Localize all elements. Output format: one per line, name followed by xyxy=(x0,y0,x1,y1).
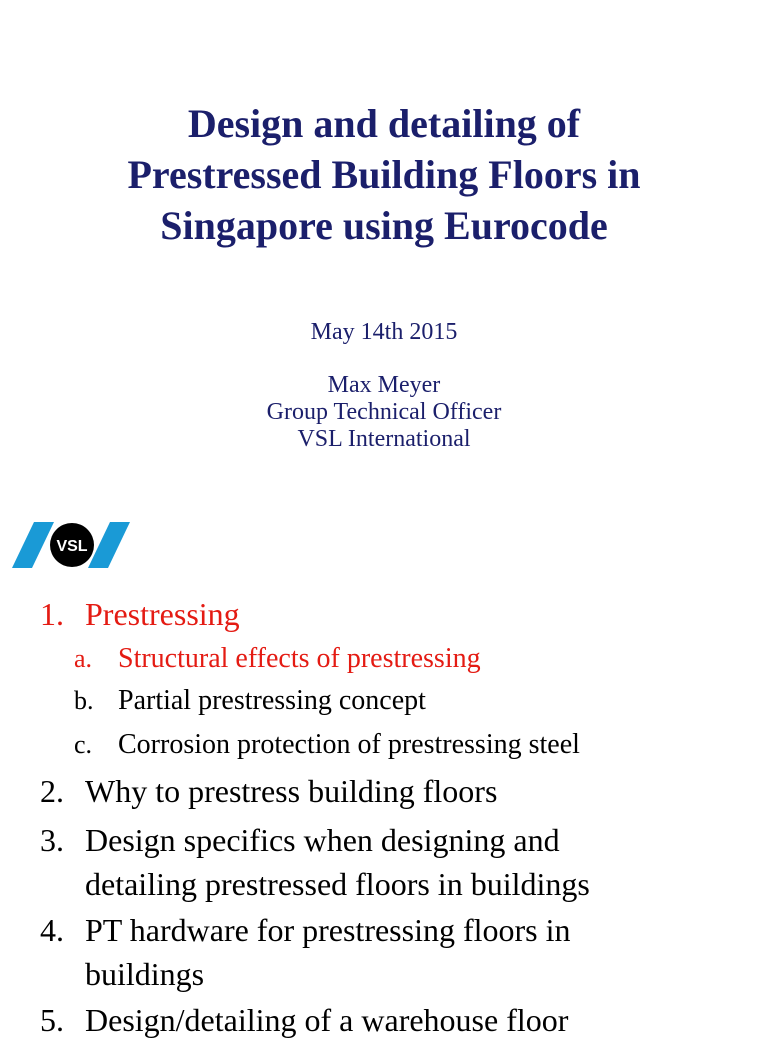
agenda-item-line: Design/detailing of a warehouse floor xyxy=(85,1002,569,1038)
agenda-item-line: PT hardware for prestressing floors in xyxy=(85,912,571,948)
author-name: Max Meyer xyxy=(327,372,441,398)
author-block xyxy=(0,372,768,453)
logo-left-stripe xyxy=(12,522,54,568)
title-line-3: Singapore using Eurocode xyxy=(160,203,608,248)
agenda-item-number: 3. xyxy=(40,822,64,858)
agenda-item-line: Why to prestress building floors xyxy=(85,773,498,809)
agenda-item-text xyxy=(85,998,745,1042)
presentation-title xyxy=(24,98,744,251)
agenda-subitem-letter: b. xyxy=(74,686,94,715)
author-role: Group Technical Officer xyxy=(266,399,502,425)
agenda-subitem-text: Structural effects of prestressing xyxy=(118,643,481,674)
logo-right-stripe xyxy=(88,522,130,568)
title-line-1: Design and detailing of xyxy=(187,101,581,146)
agenda-subitem-letter: c. xyxy=(74,730,93,759)
agenda-item-number: 1. xyxy=(40,596,64,632)
agenda-item-text xyxy=(85,818,745,906)
agenda-item-number: 2. xyxy=(40,773,64,809)
agenda-item-line: Prestressing xyxy=(85,596,240,632)
agenda-subitem-text: Corrosion protection of prestressing steel xyxy=(118,729,580,760)
author-organization: VSL International xyxy=(297,426,471,452)
title-line-2: Prestressed Building Floors in xyxy=(127,152,641,197)
agenda-list xyxy=(0,588,768,1038)
agenda-item-number: 5. xyxy=(40,1002,64,1038)
agenda-subitem-text: Partial prestressing concept xyxy=(118,685,426,716)
agenda-item-line: Design specifics when designing and xyxy=(85,822,560,858)
logo-text: VSL xyxy=(56,538,88,555)
agenda-subitem-letter: a. xyxy=(74,644,93,673)
agenda-item-text xyxy=(85,908,745,996)
agenda-item-number: 4. xyxy=(40,912,64,948)
agenda-item-line: detailing prestressed floors in buildings xyxy=(85,866,590,902)
presentation-date: May 14th 2015 xyxy=(310,319,458,345)
agenda-item-text xyxy=(85,769,745,813)
title-slide xyxy=(0,0,768,480)
agenda-item-text xyxy=(85,592,745,636)
vsl-logo xyxy=(12,522,132,568)
agenda-item-line: buildings xyxy=(85,956,205,992)
